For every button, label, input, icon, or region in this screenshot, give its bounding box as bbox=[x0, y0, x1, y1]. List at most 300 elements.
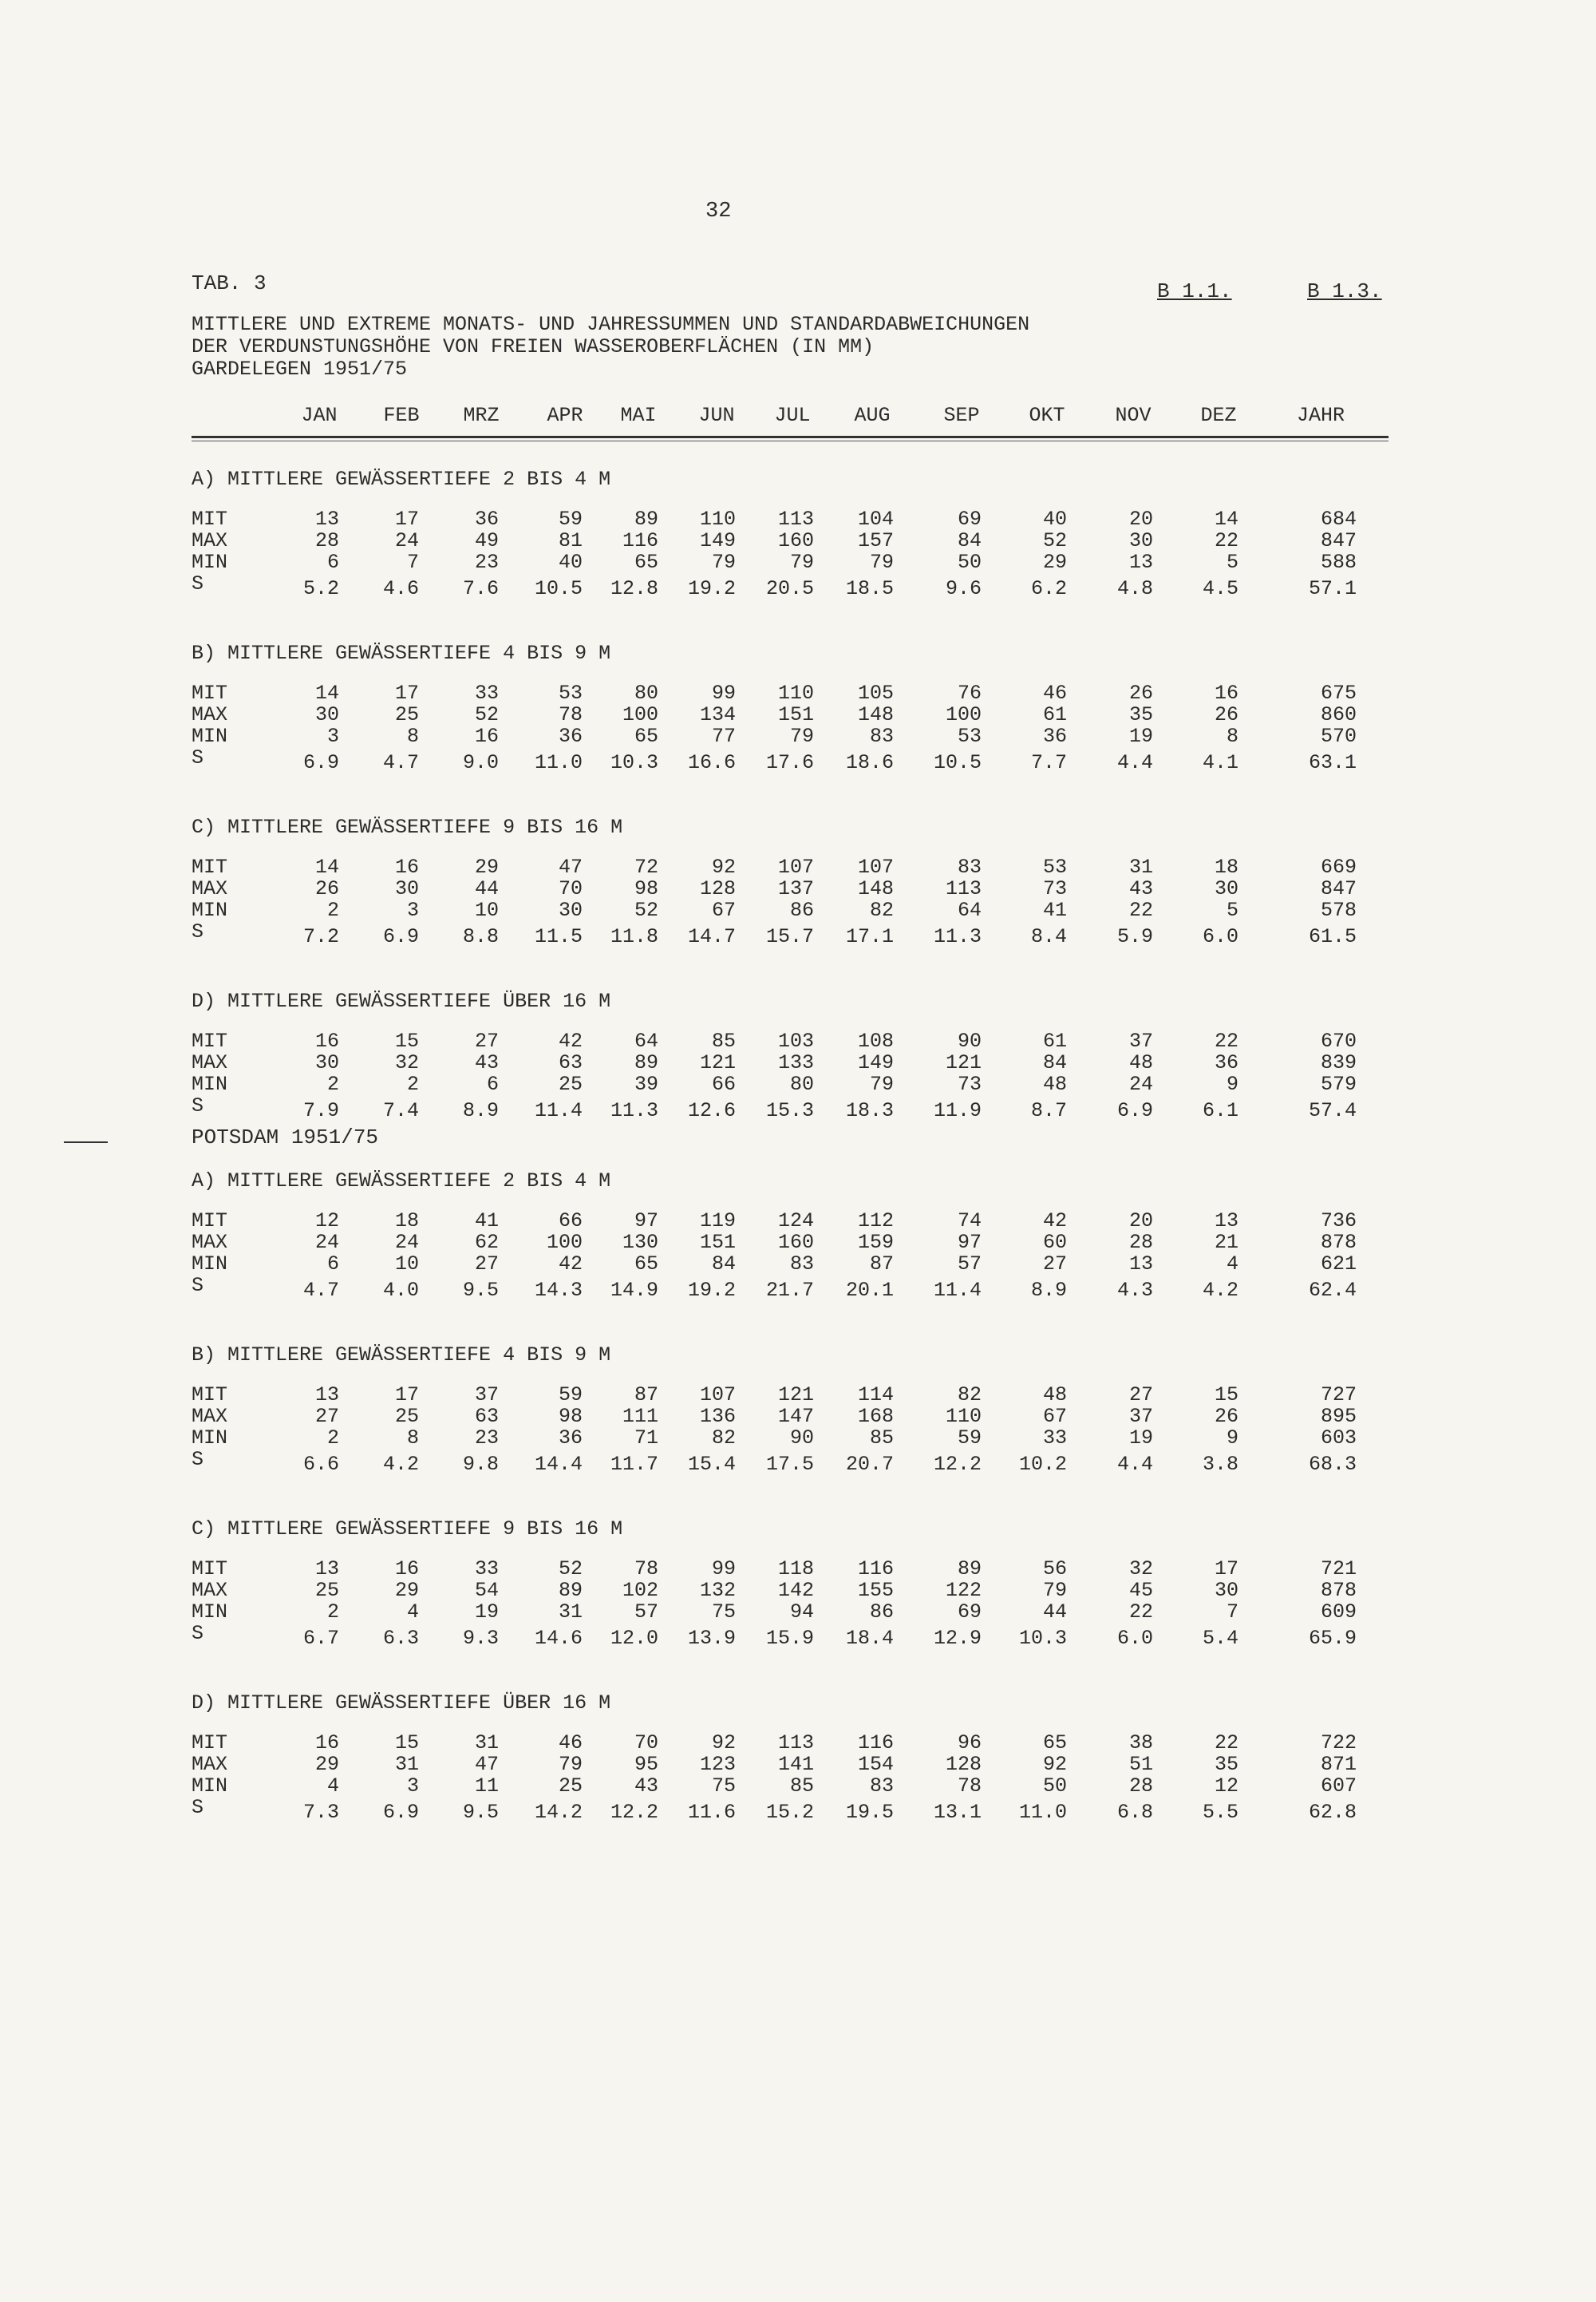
row-label: MIN bbox=[192, 725, 228, 748]
column-header-jahr: JAHR bbox=[1296, 404, 1345, 427]
table-row-s bbox=[0, 746, 1596, 774]
table-cell: 2 bbox=[326, 899, 339, 922]
table-cell: 112 bbox=[857, 1209, 894, 1232]
table-cell: 119 bbox=[699, 1209, 736, 1232]
page-number: 32 bbox=[705, 200, 732, 223]
table-row-min bbox=[0, 551, 1596, 572]
table-cell: 10.5 bbox=[933, 751, 982, 774]
table-cell: 83 bbox=[789, 1252, 814, 1276]
table-cell: 669 bbox=[1320, 856, 1357, 879]
row-label: MAX bbox=[192, 529, 228, 552]
table-cell: 168 bbox=[857, 1405, 894, 1428]
table-cell: 142 bbox=[777, 1579, 814, 1602]
table-cell: 29 bbox=[314, 1753, 339, 1776]
table-cell: 21.7 bbox=[765, 1279, 814, 1302]
table-cell: 82 bbox=[957, 1383, 982, 1406]
table-cell: 90 bbox=[957, 1030, 982, 1053]
table-cell: 61.5 bbox=[1308, 925, 1357, 948]
table-cell: 11.0 bbox=[534, 751, 583, 774]
table-cell: 61 bbox=[1042, 703, 1067, 726]
table-cell: 19 bbox=[1128, 1426, 1153, 1450]
table-cell: 48 bbox=[1128, 1051, 1153, 1074]
table-cell: 878 bbox=[1320, 1231, 1357, 1254]
table-cell: 12 bbox=[1214, 1774, 1238, 1798]
table-cell: 83 bbox=[957, 856, 982, 879]
table-cell: 6.1 bbox=[1202, 1099, 1238, 1122]
row-label: MIT bbox=[192, 1030, 228, 1053]
table-cell: 5.5 bbox=[1202, 1801, 1238, 1824]
table-cell: 19 bbox=[474, 1600, 499, 1624]
table-cell: 23 bbox=[474, 1426, 499, 1450]
table-cell: 75 bbox=[711, 1600, 736, 1624]
table-cell: 111 bbox=[622, 1405, 658, 1428]
table-cell: 12.2 bbox=[933, 1453, 982, 1476]
table-cell: 20.7 bbox=[845, 1453, 894, 1476]
row-label: MAX bbox=[192, 1579, 228, 1602]
table-cell: 103 bbox=[777, 1030, 814, 1053]
table-cell: 8 bbox=[406, 725, 419, 748]
table-cell: 607 bbox=[1320, 1774, 1357, 1798]
section-title: D) MITTLERE GEWÄSSERTIEFE ÜBER 16 M bbox=[192, 1691, 611, 1715]
row-label: S bbox=[192, 1448, 204, 1471]
table-cell: 18 bbox=[1214, 856, 1238, 879]
table-label: TAB. 3 bbox=[192, 271, 267, 295]
section-title: C) MITTLERE GEWÄSSERTIEFE 9 BIS 16 M bbox=[192, 816, 623, 839]
table-cell: 19.2 bbox=[687, 577, 736, 600]
table-row-mit bbox=[0, 1209, 1596, 1230]
table-cell: 14.9 bbox=[610, 1279, 658, 1302]
table-title-line-3: GARDELEGEN 1951/75 bbox=[192, 358, 408, 381]
table-cell: 43 bbox=[1128, 877, 1153, 900]
row-label: S bbox=[192, 1796, 204, 1819]
table-cell: 105 bbox=[857, 682, 894, 705]
table-cell: 5.2 bbox=[302, 577, 339, 600]
table-cell: 31 bbox=[474, 1731, 499, 1754]
table-cell: 45 bbox=[1128, 1579, 1153, 1602]
table-cell: 6 bbox=[486, 1073, 499, 1096]
table-cell: 27 bbox=[474, 1030, 499, 1053]
table-cell: 16 bbox=[314, 1731, 339, 1754]
table-cell: 114 bbox=[857, 1383, 894, 1406]
section-title: B) MITTLERE GEWÄSSERTIEFE 4 BIS 9 M bbox=[192, 1343, 611, 1367]
table-cell: 57 bbox=[634, 1600, 658, 1624]
table-cell: 578 bbox=[1320, 899, 1357, 922]
table-cell: 72 bbox=[634, 856, 658, 879]
table-cell: 122 bbox=[945, 1579, 982, 1602]
table-cell: 22 bbox=[1128, 899, 1153, 922]
row-label: MIN bbox=[192, 1774, 228, 1798]
table-cell: 84 bbox=[1042, 1051, 1067, 1074]
row-label: S bbox=[192, 920, 204, 943]
table-cell: 27 bbox=[1042, 1252, 1067, 1276]
table-row-max bbox=[0, 703, 1596, 724]
table-row-mit bbox=[0, 1383, 1596, 1404]
table-row-s bbox=[0, 572, 1596, 600]
table-cell: 17 bbox=[394, 508, 419, 531]
table-cell: 22 bbox=[1214, 1030, 1238, 1053]
row-label: MIT bbox=[192, 1383, 228, 1406]
table-cell: 12.0 bbox=[610, 1627, 658, 1650]
row-label: S bbox=[192, 572, 204, 595]
table-cell: 67 bbox=[1042, 1405, 1067, 1428]
table-cell: 74 bbox=[957, 1209, 982, 1232]
table-cell: 14.6 bbox=[534, 1627, 583, 1650]
table-cell: 14.4 bbox=[534, 1453, 583, 1476]
table-cell: 50 bbox=[1042, 1774, 1067, 1798]
column-header-nov: NOV bbox=[1115, 404, 1152, 427]
table-cell: 97 bbox=[634, 1209, 658, 1232]
table-cell: 52 bbox=[634, 899, 658, 922]
table-cell: 11.6 bbox=[687, 1801, 736, 1824]
table-cell: 25 bbox=[314, 1579, 339, 1602]
table-cell: 62.4 bbox=[1308, 1279, 1357, 1302]
table-cell: 33 bbox=[1042, 1426, 1067, 1450]
table-cell: 80 bbox=[634, 682, 658, 705]
table-cell: 588 bbox=[1320, 551, 1357, 574]
table-cell: 4.2 bbox=[1202, 1279, 1238, 1302]
table-cell: 4 bbox=[1226, 1252, 1238, 1276]
column-header-aug: AUG bbox=[854, 404, 891, 427]
table-cell: 14 bbox=[314, 682, 339, 705]
table-cell: 11.9 bbox=[933, 1099, 982, 1122]
table-cell: 23 bbox=[474, 551, 499, 574]
table-cell: 8 bbox=[406, 1426, 419, 1450]
table-cell: 89 bbox=[634, 508, 658, 531]
table-cell: 20.1 bbox=[845, 1279, 894, 1302]
table-cell: 6.2 bbox=[1030, 577, 1067, 600]
table-cell: 31 bbox=[1128, 856, 1153, 879]
table-cell: 8.4 bbox=[1030, 925, 1067, 948]
table-row-min bbox=[0, 1426, 1596, 1450]
table-cell: 670 bbox=[1320, 1030, 1357, 1053]
table-cell: 39 bbox=[634, 1073, 658, 1096]
table-cell: 19.5 bbox=[845, 1801, 894, 1824]
table-cell: 43 bbox=[634, 1774, 658, 1798]
table-cell: 9 bbox=[1226, 1073, 1238, 1096]
column-header-jun: JUN bbox=[698, 404, 735, 427]
table-cell: 9.0 bbox=[462, 751, 499, 774]
table-cell: 27 bbox=[474, 1252, 499, 1276]
table-cell: 68.3 bbox=[1308, 1453, 1357, 1476]
table-cell: 79 bbox=[869, 1073, 894, 1096]
station-title: POTSDAM 1951/75 bbox=[192, 1125, 379, 1149]
table-cell: 10 bbox=[394, 1252, 419, 1276]
table-cell: 69 bbox=[957, 508, 982, 531]
table-cell: 25 bbox=[558, 1073, 583, 1096]
table-cell: 4.4 bbox=[1116, 751, 1153, 774]
table-cell: 26 bbox=[1214, 703, 1238, 726]
table-cell: 9.8 bbox=[462, 1453, 499, 1476]
table-cell: 79 bbox=[869, 551, 894, 574]
header-rule bbox=[192, 436, 1389, 438]
column-header-okt: OKT bbox=[1029, 404, 1065, 427]
table-cell: 15.7 bbox=[765, 925, 814, 948]
table-cell: 82 bbox=[869, 899, 894, 922]
table-cell: 70 bbox=[634, 1731, 658, 1754]
table-cell: 110 bbox=[945, 1405, 982, 1428]
table-cell: 15 bbox=[1214, 1383, 1238, 1406]
table-cell: 17 bbox=[1214, 1557, 1238, 1580]
table-cell: 79 bbox=[558, 1753, 583, 1776]
table-cell: 4.7 bbox=[302, 1279, 339, 1302]
table-cell: 24 bbox=[314, 1231, 339, 1254]
table-cell: 65 bbox=[1042, 1731, 1067, 1754]
table-cell: 56 bbox=[1042, 1557, 1067, 1580]
row-label: MAX bbox=[192, 1231, 228, 1254]
row-label: MIN bbox=[192, 1426, 228, 1450]
table-cell: 6.6 bbox=[302, 1453, 339, 1476]
table-cell: 17.6 bbox=[765, 751, 814, 774]
table-cell: 18.4 bbox=[845, 1627, 894, 1650]
table-cell: 13 bbox=[314, 508, 339, 531]
table-cell: 36 bbox=[1042, 725, 1067, 748]
table-cell: 121 bbox=[777, 1383, 814, 1406]
table-cell: 4 bbox=[406, 1600, 419, 1624]
table-cell: 52 bbox=[558, 1557, 583, 1580]
table-row-min bbox=[0, 899, 1596, 920]
table-cell: 79 bbox=[1042, 1579, 1067, 1602]
table-cell: 107 bbox=[857, 856, 894, 879]
table-cell: 11.5 bbox=[534, 925, 583, 948]
table-cell: 4.1 bbox=[1202, 751, 1238, 774]
table-cell: 6.9 bbox=[382, 925, 419, 948]
table-cell: 13.9 bbox=[687, 1627, 736, 1650]
table-cell: 85 bbox=[869, 1426, 894, 1450]
table-cell: 847 bbox=[1320, 529, 1357, 552]
table-cell: 124 bbox=[777, 1209, 814, 1232]
table-cell: 10.3 bbox=[610, 751, 658, 774]
table-cell: 96 bbox=[957, 1731, 982, 1754]
section-title: A) MITTLERE GEWÄSSERTIEFE 2 BIS 4 M bbox=[192, 1169, 611, 1193]
table-cell: 14 bbox=[1214, 508, 1238, 531]
table-cell: 11.4 bbox=[534, 1099, 583, 1122]
table-cell: 4.2 bbox=[382, 1453, 419, 1476]
table-cell: 151 bbox=[699, 1231, 736, 1254]
table-cell: 7.7 bbox=[1030, 751, 1067, 774]
table-cell: 24 bbox=[394, 1231, 419, 1254]
row-label: S bbox=[192, 746, 204, 769]
table-cell: 128 bbox=[945, 1753, 982, 1776]
row-label: S bbox=[192, 1274, 204, 1297]
table-cell: 2 bbox=[326, 1426, 339, 1450]
table-cell: 31 bbox=[394, 1753, 419, 1776]
table-cell: 25 bbox=[558, 1774, 583, 1798]
table-cell: 53 bbox=[1042, 856, 1067, 879]
table-cell: 860 bbox=[1320, 703, 1357, 726]
table-cell: 128 bbox=[699, 877, 736, 900]
table-cell: 102 bbox=[622, 1579, 658, 1602]
column-header-mrz: MRZ bbox=[463, 404, 500, 427]
table-cell: 42 bbox=[558, 1252, 583, 1276]
table-cell: 14.2 bbox=[534, 1801, 583, 1824]
table-cell: 8.8 bbox=[462, 925, 499, 948]
table-cell: 26 bbox=[1128, 682, 1153, 705]
table-cell: 27 bbox=[314, 1405, 339, 1428]
table-cell: 154 bbox=[857, 1753, 894, 1776]
column-header-jul: JUL bbox=[774, 404, 811, 427]
table-cell: 82 bbox=[711, 1426, 736, 1450]
table-cell: 684 bbox=[1320, 508, 1357, 531]
table-cell: 63 bbox=[474, 1405, 499, 1428]
table-cell: 13.1 bbox=[933, 1801, 982, 1824]
table-cell: 22 bbox=[1128, 1600, 1153, 1624]
table-cell: 14 bbox=[314, 856, 339, 879]
row-label: MIN bbox=[192, 1600, 228, 1624]
table-cell: 847 bbox=[1320, 877, 1357, 900]
table-cell: 59 bbox=[558, 508, 583, 531]
table-cell: 9.5 bbox=[462, 1801, 499, 1824]
table-row-mit bbox=[0, 1030, 1596, 1053]
table-cell: 85 bbox=[711, 1030, 736, 1053]
table-cell: 134 bbox=[699, 703, 736, 726]
table-cell: 25 bbox=[394, 1405, 419, 1428]
table-cell: 110 bbox=[699, 508, 736, 531]
table-cell: 7 bbox=[406, 551, 419, 574]
table-row-s bbox=[0, 1796, 1596, 1824]
table-cell: 3 bbox=[406, 899, 419, 922]
table-cell: 12 bbox=[314, 1209, 339, 1232]
table-cell: 32 bbox=[394, 1051, 419, 1074]
table-cell: 113 bbox=[777, 508, 814, 531]
table-cell: 61 bbox=[1042, 1030, 1067, 1053]
table-cell: 99 bbox=[711, 1557, 736, 1580]
table-cell: 149 bbox=[699, 529, 736, 552]
table-cell: 17.5 bbox=[765, 1453, 814, 1476]
table-cell: 94 bbox=[789, 1600, 814, 1624]
table-cell: 159 bbox=[857, 1231, 894, 1254]
table-cell: 107 bbox=[699, 1383, 736, 1406]
table-cell: 84 bbox=[957, 529, 982, 552]
table-cell: 11.3 bbox=[933, 925, 982, 948]
row-label: MIN bbox=[192, 551, 228, 574]
table-cell: 13 bbox=[1214, 1209, 1238, 1232]
table-cell: 15.3 bbox=[765, 1099, 814, 1122]
table-cell: 47 bbox=[474, 1753, 499, 1776]
table-cell: 12.8 bbox=[610, 577, 658, 600]
table-cell: 6.9 bbox=[302, 751, 339, 774]
table-cell: 53 bbox=[957, 725, 982, 748]
table-cell: 113 bbox=[777, 1731, 814, 1754]
table-cell: 41 bbox=[1042, 899, 1067, 922]
table-cell: 37 bbox=[474, 1383, 499, 1406]
table-cell: 86 bbox=[869, 1600, 894, 1624]
table-cell: 727 bbox=[1320, 1383, 1357, 1406]
table-cell: 65.9 bbox=[1308, 1627, 1357, 1650]
table-cell: 6 bbox=[326, 1252, 339, 1276]
table-cell: 25 bbox=[394, 703, 419, 726]
table-cell: 57 bbox=[957, 1252, 982, 1276]
table-row-max bbox=[0, 1231, 1596, 1252]
section-title: A) MITTLERE GEWÄSSERTIEFE 2 BIS 4 M bbox=[192, 468, 611, 491]
table-cell: 8 bbox=[1226, 725, 1238, 748]
table-row-min bbox=[0, 725, 1596, 746]
reference-b11: B 1.1. bbox=[1157, 279, 1232, 303]
table-cell: 141 bbox=[777, 1753, 814, 1776]
table-cell: 722 bbox=[1320, 1731, 1357, 1754]
table-cell: 11.0 bbox=[1018, 1801, 1067, 1824]
table-cell: 79 bbox=[711, 551, 736, 574]
row-label: MIN bbox=[192, 899, 228, 922]
table-cell: 46 bbox=[1042, 682, 1067, 705]
section-title: C) MITTLERE GEWÄSSERTIEFE 9 BIS 16 M bbox=[192, 1517, 623, 1541]
table-cell: 12.2 bbox=[610, 1801, 658, 1824]
table-row-max bbox=[0, 1579, 1596, 1600]
table-row-max bbox=[0, 877, 1596, 898]
table-cell: 14.3 bbox=[534, 1279, 583, 1302]
table-row-s bbox=[0, 1274, 1596, 1302]
table-row-max bbox=[0, 1051, 1596, 1072]
table-cell: 6.9 bbox=[382, 1801, 419, 1824]
table-cell: 78 bbox=[957, 1774, 982, 1798]
table-cell: 121 bbox=[945, 1051, 982, 1074]
table-cell: 5.9 bbox=[1116, 925, 1153, 948]
section-title: B) MITTLERE GEWÄSSERTIEFE 4 BIS 9 M bbox=[192, 642, 611, 665]
table-cell: 37 bbox=[1128, 1405, 1153, 1428]
table-cell: 13 bbox=[314, 1383, 339, 1406]
table-cell: 100 bbox=[622, 703, 658, 726]
row-label: MIT bbox=[192, 856, 228, 879]
table-cell: 30 bbox=[394, 877, 419, 900]
table-cell: 113 bbox=[945, 877, 982, 900]
table-cell: 7.9 bbox=[302, 1099, 339, 1122]
table-cell: 16 bbox=[474, 725, 499, 748]
table-cell: 736 bbox=[1320, 1209, 1357, 1232]
table-cell: 92 bbox=[1042, 1753, 1067, 1776]
table-cell: 8.9 bbox=[1030, 1279, 1067, 1302]
table-cell: 151 bbox=[777, 703, 814, 726]
table-cell: 30 bbox=[1128, 529, 1153, 552]
table-row-min bbox=[0, 1774, 1596, 1798]
table-row-s bbox=[0, 1622, 1596, 1650]
column-header-mai: MAI bbox=[620, 404, 657, 427]
table-cell: 100 bbox=[945, 703, 982, 726]
table-cell: 26 bbox=[1214, 1405, 1238, 1428]
reference-b13: B 1.3. bbox=[1307, 279, 1382, 303]
table-cell: 15.2 bbox=[765, 1801, 814, 1824]
table-cell: 50 bbox=[957, 551, 982, 574]
table-cell: 621 bbox=[1320, 1252, 1357, 1276]
row-label: S bbox=[192, 1622, 204, 1645]
table-cell: 9.5 bbox=[462, 1279, 499, 1302]
table-cell: 98 bbox=[634, 877, 658, 900]
table-row-mit bbox=[0, 1731, 1596, 1752]
table-cell: 48 bbox=[1042, 1383, 1067, 1406]
table-cell: 81 bbox=[558, 529, 583, 552]
table-cell: 19 bbox=[1128, 725, 1153, 748]
table-cell: 7.6 bbox=[462, 577, 499, 600]
table-cell: 4.8 bbox=[1116, 577, 1153, 600]
table-row-s bbox=[0, 1094, 1596, 1122]
table-cell: 14.7 bbox=[687, 925, 736, 948]
table-cell: 9 bbox=[1226, 1426, 1238, 1450]
table-cell: 7.3 bbox=[302, 1801, 339, 1824]
table-cell: 92 bbox=[711, 856, 736, 879]
table-cell: 10.3 bbox=[1018, 1627, 1067, 1650]
table-cell: 53 bbox=[558, 682, 583, 705]
table-cell: 73 bbox=[957, 1073, 982, 1096]
table-cell: 20 bbox=[1128, 1209, 1153, 1232]
table-cell: 4.0 bbox=[382, 1279, 419, 1302]
table-row-max bbox=[0, 529, 1596, 550]
table-cell: 123 bbox=[699, 1753, 736, 1776]
table-cell: 11.8 bbox=[610, 925, 658, 948]
table-cell: 17 bbox=[394, 1383, 419, 1406]
table-cell: 87 bbox=[634, 1383, 658, 1406]
table-cell: 18.5 bbox=[845, 577, 894, 600]
table-cell: 95 bbox=[634, 1753, 658, 1776]
table-cell: 5 bbox=[1226, 899, 1238, 922]
table-cell: 6.8 bbox=[1116, 1801, 1153, 1824]
